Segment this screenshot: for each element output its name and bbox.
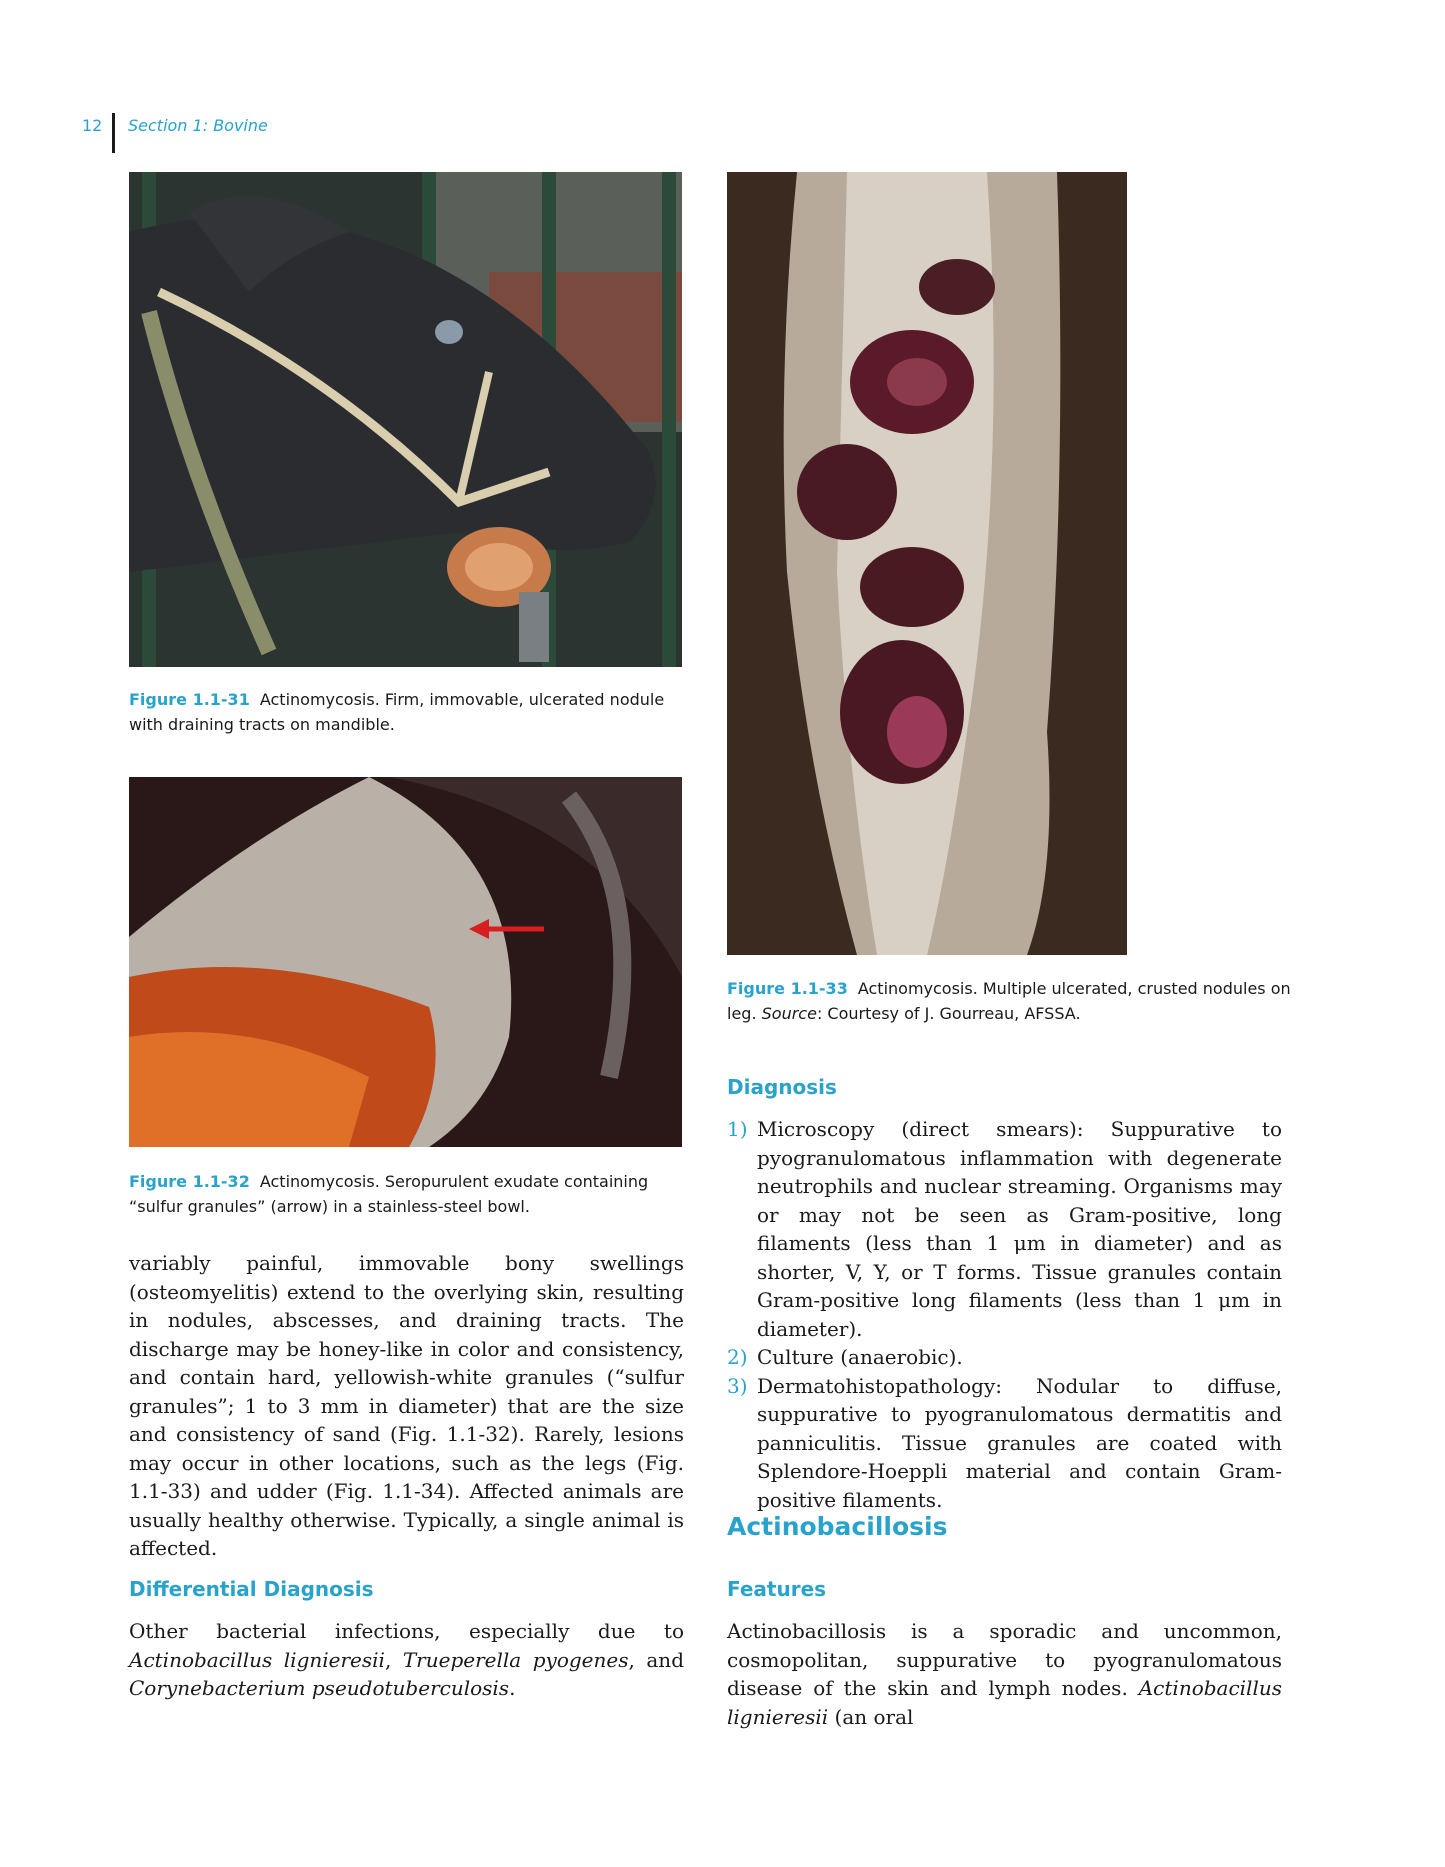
figure-caption [727, 976, 1292, 1026]
text-run: . [509, 1676, 516, 1700]
diagnosis-heading: Diagnosis [727, 1075, 837, 1099]
text-run: , and [628, 1647, 684, 1672]
differential-diagnosis-heading: Differential Diagnosis [129, 1577, 374, 1601]
organism-name: Trueperella pyogenes [402, 1647, 629, 1672]
figure-caption [129, 1169, 689, 1219]
figure-caption-text: Actinomycosis. Seropurulent exudate containing “sulfur granules” (arrow) in a stainless-steel bowl. [129, 1172, 649, 1216]
actinobacillosis-heading: Actinobacillosis [727, 1512, 948, 1541]
figure-leg-nodules-photo [727, 172, 1127, 955]
organism-name: Actinobacillus lignieresii [129, 1647, 385, 1672]
figure-caption [129, 687, 689, 737]
list-number: 3) [727, 1373, 748, 1398]
text-run: , [384, 1647, 403, 1672]
organism-name: Actinobacillus lignieresii [727, 1676, 1282, 1729]
text-run: Actinobacillosis is a sporadic and uncommon, cosmopolitan, suppurative to pyogranulomatous disease of the skin and lymph nodes. [727, 1619, 1282, 1700]
list-item-text: Dermatohistopathology: Nodular to diffuse, suppurative to pyogranulomatous dermatitis and panniculitis. Tissue granules are coated with Splendore-Hoeppli material and contain Gram-positive filaments. [757, 1373, 1282, 1512]
figure-caption-text: Actinomycosis. Firm, immovable, ulcerated nodule with draining tracts on mandible. [129, 690, 665, 734]
page-number: 12 [82, 116, 103, 135]
features-paragraph [727, 1617, 1282, 1731]
text-run: (an oral [828, 1704, 914, 1729]
list-item [727, 1115, 1282, 1343]
list-number: 1) [727, 1117, 748, 1141]
list-item-text: Culture (anaerobic). [757, 1345, 963, 1369]
body-paragraph: variably painful, immovable bony swellings (osteomyelitis) extend to the overlying skin, resulting in nodules, abscesses, and draining tracts. The discharge may be honey-like in color and consistency, and contain hard, yellowish-white granules (“sulfur granules”; 1 to 3 mm in diameter) that are the size and consistency of sand (Fig. 1.1-32). Rarely, lesions may occur in other locations, such as the legs (Fig. 1.1-33) and udder (Fig. 1.1-34). Affected animals are usually healthy otherwise. Typically, a single animal is affected. [129, 1251, 684, 1560]
section-title: Section 1: Bovine [128, 116, 268, 135]
text-run: Other bacterial infections, especially due to [129, 1619, 684, 1643]
figure-caption-text: Actinomycosis. Multiple ulcerated, crusted nodules on leg. [727, 979, 1291, 1023]
list-item-text: Microscopy (direct smears): Suppurative to pyogranulomatous inflammation with degenerate neutrophils and nuclear streaming. Organisms may or may not be seen as Gram-positive, long filaments (less than 1 μm in diameter) and as shorter, V, Y, or T forms. Tissue granules contain Gram-positive long filaments (less than 1 μm in diameter). [757, 1117, 1282, 1341]
differential-diagnosis-paragraph [129, 1617, 684, 1703]
figure-cow-mandible-photo [129, 172, 682, 667]
figure-label: Figure 1.1-33 [727, 979, 848, 998]
organism-name: Corynebacterium pseudotuberculosis [129, 1676, 510, 1700]
figure-label: Figure 1.1-32 [129, 1172, 250, 1191]
figure-exudate-bowl-photo [129, 777, 682, 1147]
source-label: Source [761, 1004, 817, 1023]
figure-label: Figure 1.1-31 [129, 690, 250, 709]
features-heading: Features [727, 1577, 827, 1601]
figure-caption-source: : Courtesy of J. Gourreau, AFSSA. [816, 1004, 1081, 1023]
list-number: 2) [727, 1345, 748, 1369]
diagnosis-list [727, 1115, 1282, 1514]
list-item [727, 1343, 1282, 1372]
header-rule [112, 113, 115, 153]
list-item [727, 1372, 1282, 1515]
